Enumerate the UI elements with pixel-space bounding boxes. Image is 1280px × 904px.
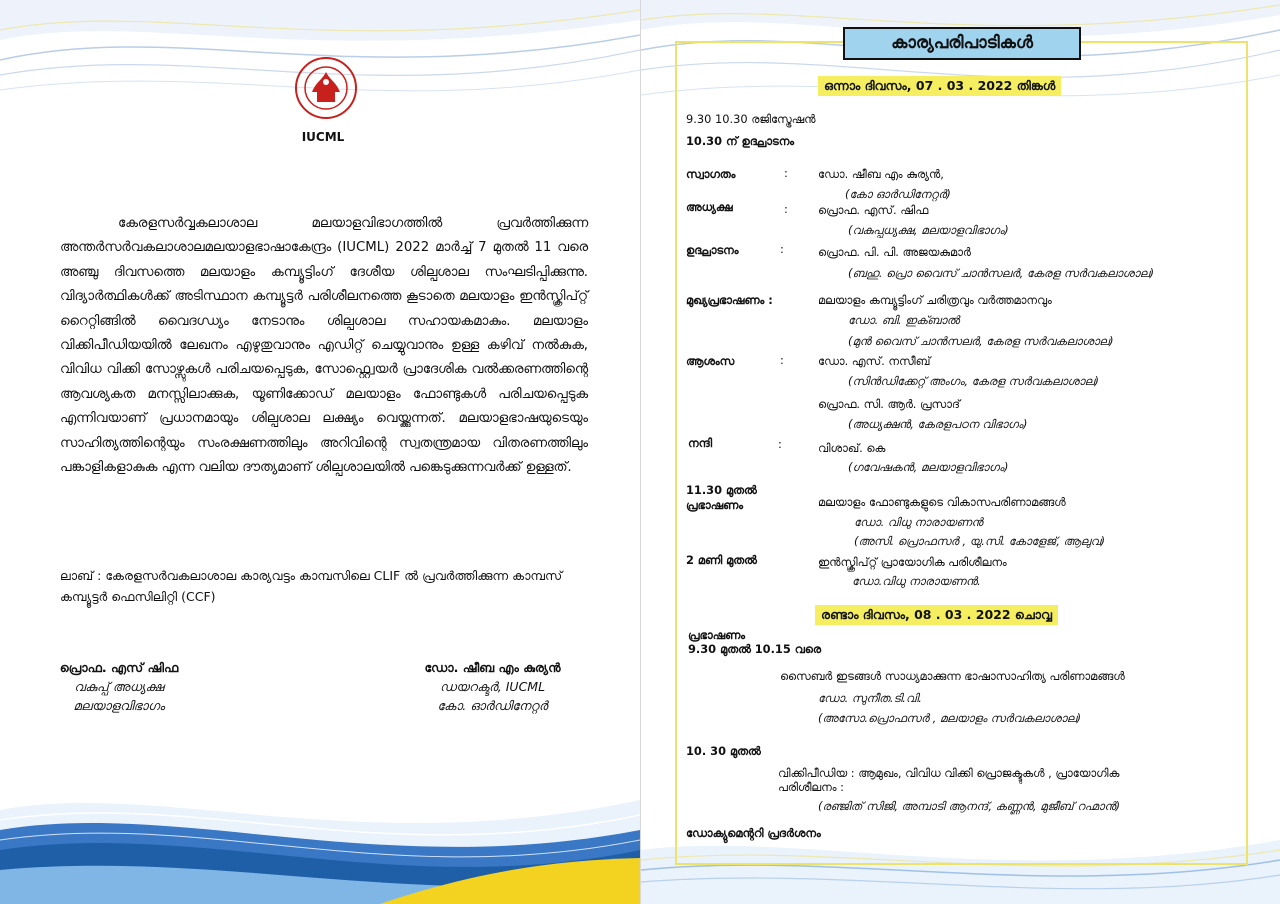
inauguration-label: ഉദ്ഘാടനം	[686, 243, 739, 257]
registration-time: 9.30 10.30 രജിസ്ട്രേഷൻ	[686, 112, 816, 126]
day2-badge: രണ്ടാം ദിവസം, 08 . 03 . 2022 ചൊവ്വ	[815, 605, 1058, 625]
venue-note: ലാബ് : കേരളസർവകലാശാല കാര്യവട്ടം കാമ്പസിലെ CLIF ൽ പ്രവർത്തിക്കുന്ന കാമ്പസ് കമ്പ്യൂട്ടർ ഫെസിലിറ്റി (CCF)	[60, 568, 563, 604]
colon: :	[784, 166, 788, 180]
preside-role: (വകുപ്പധ്യക്ഷ, മലയാളവിഭാഗം)	[848, 223, 1009, 237]
signatory-name: ഡോ. ഷീബ എം കുര്യൻ	[424, 660, 561, 675]
welcome-role: (കോ ഓർഡിനേറ്റർ)	[845, 187, 951, 201]
wiki-session-trainers: (രഞ്ജിത് സിജി, അമ്പാടി ആനന്ദ്, കണ്ണൻ, മുജീബ് റഹ്മാൻ)	[818, 799, 1121, 813]
felicitation-label: ആശംസ	[686, 354, 735, 368]
thanks-speaker: വിശാഖ്. കെ	[818, 441, 886, 455]
welcome-speaker: ഡോ. ഷീബ എം കുര്യൻ,	[818, 167, 944, 181]
session1-time: 11.30 മുതൽ	[686, 483, 757, 497]
session1-type: പ്രഭാഷണം	[686, 498, 743, 512]
felicitation-speaker-1: ഡോ. എസ്. നസീബ്	[818, 354, 931, 368]
day2-session-time: 9.30 മുതൽ 10.15 വരെ	[688, 642, 822, 656]
keynote-speaker: ഡോ. ബി. ഇക്ബാൽ	[848, 313, 960, 327]
intro-paragraph: കേരളസർവ്വകലാശാല മലയാളവിഭാഗത്തിൽ പ്രവർത്തിക്കുന്ന അന്തർസർവകലാശാലമലയാളഭാഷാകേന്ദ്രം (IUCML) 2022 മാർച്ച് 7 മുതൽ 11 വരെ അഞ്ചു ദിവസത്തെ മലയാളം കമ്പ്യൂട്ടിംഗ് ദേശീയ ശില്പശാല സംഘടിപ്പിക്കുന്നു. വിദ്യാർത്ഥികൾക്ക് അടിസ്ഥാന കമ്പ്യൂട്ടർ പരിശീലനത്തെ കൂടാതെ മലയാളം ഇൻസ്ക്രിപ്റ്റ് റൈറ്റിങ്ങിൽ വൈദഗ്ധ്യം നേടാനും ശില്പശാല സഹായകമാകും. മലയാളം വിക്കിപീഡിയയിൽ ലേഖനം എഴുതുവാനും എഡിറ്റ് ചെയ്യുവാനും ഉള്ള കഴിവ് നൽകുക, വിവിധ വിക്കി സോഴ്സുകൾ പരിചയപ്പെടുക, സോഫ്റ്റ്വെയർ പ്രാദേശിക വൽക്കരണത്തിന്റെ ആവശ്യകത മനസ്സിലാക്കുക, യൂണിക്കോഡ് മലയാളം ഫോണ്ടുകൾ പരിചയപ്പെടുക എന്നിവയാണ് പ്രധാനമായും ശില്പശാല ലക്ഷ്യം വെയ്ക്കുന്നത്. മലയാളഭാഷയുടെയും സാഹിത്യത്തിന്റെയും സംരക്ഷണത്തിലും അറിവിന്റെ സ്വതന്ത്രമായ വിതരണത്തിലും പങ്കാളികളാകുക എന്ന വലിയ ദൗത്യമാണ് ശില്പശാലയിൽ പങ്കെടുക്കുന്നവർക്ക് ഉള്ളത്.	[60, 216, 588, 476]
day1-badge: ഒന്നാം ദിവസം, 07 . 03 . 2022 തിങ്കൾ	[818, 76, 1061, 96]
documentary-item: ഡോക്യുമെന്ററി പ്രദർശനം	[686, 826, 821, 840]
welcome-label: സ്വാഗതം	[686, 167, 736, 181]
colon: :	[778, 437, 782, 451]
signatory-dept: കോ. ഓർഡിനേറ്റർ	[437, 698, 548, 713]
session1-speaker: ഡോ. വിധു നാരായണൻ	[854, 515, 983, 529]
session2-topic: ഇൻസ്ക്രിപ്റ്റ് പ്രായോഗിക പരിശീലനം	[818, 555, 1007, 569]
signatory-name: പ്രൊഫ. എസ് ഷിഫ	[59, 660, 179, 675]
programme-frame	[675, 41, 1248, 865]
inaugurator-role: (ബഹു. പ്രൊ വൈസ് ചാൻസലർ, കേരള സർവകലാശാല)	[848, 266, 1155, 280]
signatory-dept: മലയാളവിഭാഗം	[73, 698, 165, 713]
signature-left	[44, 658, 194, 715]
thanks-role: (ഗവേഷകൻ, മലയാളവിഭാഗം)	[848, 460, 1009, 474]
keynote-role: (മുൻ വൈസ് ചാൻസലർ, കേരള സർവകലാശാല)	[848, 334, 1114, 348]
wiki-session-time: 10. 30 മുതൽ	[686, 744, 761, 758]
session2-speaker: ഡോ.വിധു നാരായണൻ.	[852, 574, 981, 588]
day2-session-speaker: ഡോ. സുനീത.ടി.വി.	[818, 691, 922, 705]
colon: :	[780, 242, 784, 256]
signatory-role: വകുപ്പ് അധ്യക്ഷ	[74, 679, 164, 694]
session2-time: 2 മണി മുതൽ	[686, 553, 757, 567]
colon: :	[780, 353, 784, 367]
preside-speaker: പ്രൊഫ. എസ്. ഷിഫ	[818, 203, 929, 217]
day2-session-type: പ്രഭാഷണം	[688, 628, 745, 642]
day2-session-role: (അസോ.പ്രൊഫസർ , മലയാളം സർവകലാശാല)	[818, 711, 1082, 725]
signature-right	[390, 658, 595, 715]
bottom-wave-decoration	[0, 740, 640, 904]
wiki-session-topic: വിക്കിപീഡിയ : ആമുഖം, വിവിധ വിക്കി പ്രൊജക്ടുകൾ , പ്രായോഗിക	[778, 766, 1120, 780]
day2-session-topic: സൈബർ ഇടങ്ങൾ സാധ്യമാക്കുന്ന ഭാഷാസാഹിത്യ പരിണാമങ്ങൾ	[780, 669, 1125, 683]
keynote-topic: മലയാളം കമ്പ്യൂട്ടിംഗ് ചരിത്രവും വർത്തമാനവും	[818, 293, 1052, 307]
inaugurator: പ്രൊഫ. പി. പി. അജയകുമാർ	[818, 245, 971, 259]
wiki-session-topic-cont: പരിശീലനം :	[778, 780, 844, 794]
programme-title: കാര്യപരിപാടികൾ	[843, 27, 1081, 60]
felicitation-speaker-2: പ്രൊഫ. സി. ആർ. പ്രസാദ്	[818, 397, 960, 411]
keynote-label: മുഖ്യപ്രഭാഷണം :	[686, 293, 773, 307]
felicitation-role-2: (അധ്യക്ഷൻ, കേരളപഠന വിഭാഗം)	[848, 417, 1028, 431]
university-logo	[286, 52, 366, 128]
inauguration-time: 10.30 ന് ഉദ്ഘാടനം	[686, 134, 795, 148]
colon: :	[784, 202, 788, 216]
logo-caption: IUCML	[301, 130, 345, 144]
thanks-label: നന്ദി	[688, 436, 713, 450]
session1-topic: മലയാളം ഫോണ്ടുകളുടെ വികാസപരിണാമങ്ങൾ	[818, 495, 1066, 509]
preside-label: അധ്യക്ഷ	[686, 200, 733, 214]
signatory-role: ഡയറക്ടർ, IUCML	[439, 679, 546, 694]
felicitation-role-1: (സിൻഡിക്കേറ്റ് അംഗം, കേരള സർവകലാശാല)	[848, 374, 1099, 388]
session1-role: (അസി. പ്രൊഫസർ , യു.സി. കോളേജ്, ആലുവ)	[854, 534, 1106, 548]
